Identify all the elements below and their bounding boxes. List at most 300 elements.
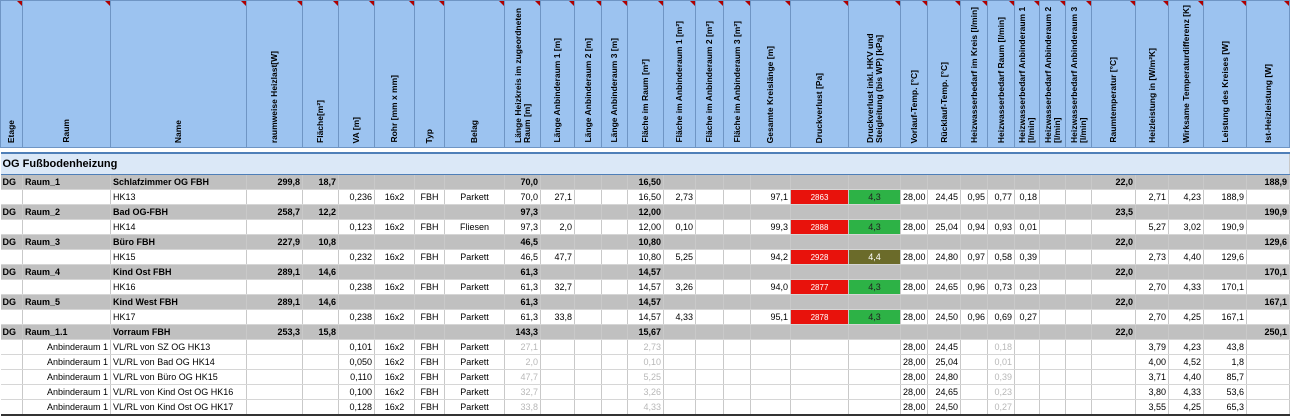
cell[interactable]: 3,55 [1136,400,1169,416]
cell[interactable]: 0,77 [988,190,1015,205]
cell[interactable]: 25,04 [928,355,961,370]
cell[interactable] [849,235,901,250]
cell[interactable] [375,235,415,250]
cell[interactable]: 258,7 [247,205,303,220]
cell[interactable]: 85,7 [1204,370,1247,385]
cell[interactable]: FBH [415,280,445,295]
cell[interactable]: 190,9 [1247,205,1290,220]
cell[interactable] [961,235,988,250]
cell[interactable] [1040,400,1066,416]
cell[interactable]: Raum_2 [23,205,111,220]
cell[interactable] [575,370,602,385]
cell[interactable]: Fliesen [445,220,505,235]
cell[interactable] [1,340,23,355]
cell[interactable]: 95,1 [751,310,791,325]
cell[interactable] [575,355,602,370]
cell[interactable] [1,310,23,325]
cell[interactable]: 0,18 [1015,190,1040,205]
cell[interactable] [303,310,339,325]
room-name[interactable]: Schlafzimmer OG FBH [111,175,247,190]
cell[interactable] [928,235,961,250]
cell[interactable] [575,325,602,340]
cell[interactable] [1015,340,1040,355]
cell[interactable] [696,325,724,340]
cell[interactable] [575,175,602,190]
pressure-status-cell[interactable]: 4,3 [849,310,901,325]
cell[interactable] [1040,250,1066,265]
cell[interactable] [901,265,928,280]
cell[interactable] [696,220,724,235]
cell[interactable]: 253,3 [247,325,303,340]
cell[interactable]: DG [1,205,23,220]
cell[interactable]: FBH [415,340,445,355]
cell[interactable]: 61,3 [505,310,541,325]
cell[interactable] [724,385,751,400]
column-header[interactable] [23,1,111,148]
cell[interactable] [339,205,375,220]
cell[interactable]: 14,57 [628,265,664,280]
cell[interactable]: 12,2 [303,205,339,220]
room-name[interactable]: Bad OG-FBH [111,205,247,220]
cell[interactable]: VL/RL von Büro OG HK15 [111,370,247,385]
cell[interactable] [303,340,339,355]
cell[interactable] [849,205,901,220]
cell[interactable] [696,250,724,265]
cell[interactable]: 5,25 [628,370,664,385]
cell[interactable] [1136,325,1169,340]
cell[interactable]: 65,3 [1204,400,1247,416]
cell[interactable]: 0,101 [339,340,375,355]
cell[interactable]: 0,01 [1015,220,1040,235]
cell[interactable] [415,235,445,250]
cell[interactable] [1204,265,1247,280]
cell[interactable] [575,400,602,416]
cell[interactable] [724,280,751,295]
cell[interactable] [1066,280,1092,295]
cell[interactable] [575,205,602,220]
cell[interactable]: FBH [415,310,445,325]
cell[interactable]: DG [1,175,23,190]
cell[interactable] [1040,265,1066,280]
cell[interactable]: 4,23 [1169,190,1204,205]
pressure-loss-cell[interactable]: 2863 [791,190,849,205]
cell[interactable]: 70,0 [505,175,541,190]
cell[interactable]: 27,1 [505,340,541,355]
cell[interactable] [1204,295,1247,310]
cell[interactable]: 12,00 [628,205,664,220]
cell[interactable] [849,325,901,340]
cell[interactable]: 2,0 [541,220,575,235]
cell[interactable] [696,265,724,280]
cell[interactable]: 61,3 [505,295,541,310]
cell[interactable] [1040,220,1066,235]
cell[interactable]: 14,57 [628,280,664,295]
cell[interactable] [791,235,849,250]
column-header[interactable] [724,1,751,148]
cell[interactable] [724,190,751,205]
cell[interactable] [1169,325,1204,340]
cell[interactable]: 4,25 [1169,310,1204,325]
cell[interactable]: VL/RL von Kind Ost OG HK17 [111,400,247,416]
column-header[interactable] [849,1,901,148]
cell[interactable]: Parkett [445,370,505,385]
cell[interactable] [1015,325,1040,340]
cell[interactable]: 28,00 [901,370,928,385]
cell[interactable]: 15,67 [628,325,664,340]
cell[interactable]: 16x2 [375,310,415,325]
cell[interactable]: 22,0 [1092,295,1136,310]
cell[interactable]: 10,80 [628,250,664,265]
circuit-name[interactable]: HK14 [111,220,247,235]
cell[interactable] [602,340,628,355]
cell[interactable]: 15,8 [303,325,339,340]
cell[interactable] [1015,205,1040,220]
cell[interactable] [1015,175,1040,190]
cell[interactable] [751,400,791,416]
cell[interactable] [1,370,23,385]
cell[interactable] [602,220,628,235]
cell[interactable] [791,175,849,190]
cell[interactable]: 28,00 [901,220,928,235]
cell[interactable] [791,385,849,400]
cell[interactable]: 24,65 [928,280,961,295]
cell[interactable] [1,220,23,235]
cell[interactable] [602,370,628,385]
cell[interactable] [445,265,505,280]
cell[interactable]: 0,123 [339,220,375,235]
cell[interactable] [445,205,505,220]
cell[interactable] [602,235,628,250]
cell[interactable] [1015,265,1040,280]
cell[interactable]: 5,25 [664,250,696,265]
cell[interactable]: 0,236 [339,190,375,205]
cell[interactable]: 0,96 [961,280,988,295]
cell[interactable] [724,400,751,416]
cell[interactable] [415,295,445,310]
cell[interactable] [961,400,988,416]
cell[interactable] [928,295,961,310]
cell[interactable]: Parkett [445,400,505,416]
cell[interactable] [602,310,628,325]
cell[interactable]: 3,26 [664,280,696,295]
cell[interactable] [724,295,751,310]
cell[interactable]: Anbinderaum 1 [23,355,111,370]
cell[interactable]: 188,9 [1204,190,1247,205]
cell[interactable] [23,190,111,205]
cell[interactable] [1247,400,1290,416]
circuit-name[interactable]: HK16 [111,280,247,295]
cell[interactable] [849,265,901,280]
cell[interactable] [1247,250,1290,265]
cell[interactable] [541,325,575,340]
cell[interactable]: 289,1 [247,295,303,310]
cell[interactable]: 2,0 [505,355,541,370]
cell[interactable] [1066,175,1092,190]
cell[interactable]: 4,33 [1169,385,1204,400]
cell[interactable] [724,310,751,325]
cell[interactable] [751,340,791,355]
cell[interactable] [1169,235,1204,250]
cell[interactable]: DG [1,295,23,310]
cell[interactable] [751,205,791,220]
cell[interactable] [445,295,505,310]
cell[interactable] [1136,295,1169,310]
column-header[interactable] [303,1,339,148]
cell[interactable] [1066,250,1092,265]
cell[interactable]: 0,69 [988,310,1015,325]
cell[interactable] [1204,205,1247,220]
cell[interactable]: 0,23 [988,385,1015,400]
column-header[interactable] [1092,1,1136,148]
cell[interactable] [988,265,1015,280]
cell[interactable] [1040,190,1066,205]
cell[interactable] [1040,340,1066,355]
cell[interactable] [901,205,928,220]
cell[interactable] [247,190,303,205]
cell[interactable] [23,310,111,325]
cell[interactable]: 28,00 [901,385,928,400]
column-header[interactable] [901,1,928,148]
column-header[interactable] [1247,1,1290,148]
cell[interactable]: 4,40 [1169,370,1204,385]
cell[interactable]: 46,5 [505,250,541,265]
cell[interactable]: 129,6 [1247,235,1290,250]
cell[interactable] [1,385,23,400]
cell[interactable] [1247,280,1290,295]
cell[interactable] [339,265,375,280]
cell[interactable]: 14,57 [628,295,664,310]
column-header[interactable] [1040,1,1066,148]
cell[interactable]: FBH [415,355,445,370]
cell[interactable] [724,235,751,250]
column-header[interactable] [505,1,541,148]
cell[interactable]: 10,8 [303,235,339,250]
cell[interactable]: 4,23 [1169,340,1204,355]
cell[interactable]: 0,238 [339,280,375,295]
cell[interactable]: Parkett [445,310,505,325]
cell[interactable]: 0,110 [339,370,375,385]
cell[interactable]: 61,3 [505,280,541,295]
cell[interactable] [849,385,901,400]
cell[interactable] [961,295,988,310]
cell[interactable]: FBH [415,385,445,400]
cell[interactable]: 0,73 [988,280,1015,295]
cell[interactable]: 32,7 [541,280,575,295]
cell[interactable]: 16x2 [375,280,415,295]
cell[interactable]: 12,00 [628,220,664,235]
cell[interactable] [415,265,445,280]
cell[interactable] [1066,265,1092,280]
cell[interactable] [602,355,628,370]
cell[interactable] [1066,340,1092,355]
circuit-name[interactable]: HK13 [111,190,247,205]
cell[interactable] [696,190,724,205]
circuit-name[interactable]: HK15 [111,250,247,265]
cell[interactable]: FBH [415,400,445,416]
cell[interactable]: 1,8 [1204,355,1247,370]
cell[interactable] [988,205,1015,220]
cell[interactable] [988,325,1015,340]
cell[interactable] [602,400,628,416]
cell[interactable]: 4,33 [628,400,664,416]
cell[interactable] [928,205,961,220]
cell[interactable]: Parkett [445,355,505,370]
cell[interactable] [575,340,602,355]
cell[interactable]: 16x2 [375,190,415,205]
cell[interactable] [901,295,928,310]
pressure-loss-cell[interactable]: 2878 [791,310,849,325]
cell[interactable]: 24,65 [928,385,961,400]
cell[interactable]: 24,50 [928,400,961,416]
cell[interactable]: 227,9 [247,235,303,250]
cell[interactable] [961,325,988,340]
cell[interactable]: 16x2 [375,220,415,235]
cell[interactable]: 0,39 [1015,250,1040,265]
cell[interactable] [1136,235,1169,250]
cell[interactable] [1015,370,1040,385]
cell[interactable] [751,325,791,340]
cell[interactable] [541,400,575,416]
cell[interactable] [1015,235,1040,250]
cell[interactable] [1204,325,1247,340]
column-header[interactable] [928,1,961,148]
cell[interactable] [696,340,724,355]
cell[interactable] [1015,385,1040,400]
cell[interactable] [724,205,751,220]
cell[interactable]: 28,00 [901,280,928,295]
cell[interactable] [696,295,724,310]
cell[interactable] [339,295,375,310]
cell[interactable] [1015,355,1040,370]
cell[interactable] [541,355,575,370]
cell[interactable] [1066,325,1092,340]
cell[interactable]: Parkett [445,385,505,400]
cell[interactable] [247,370,303,385]
cell[interactable]: 16x2 [375,250,415,265]
cell[interactable]: 3,79 [1136,340,1169,355]
cell[interactable]: 24,45 [928,340,961,355]
column-header[interactable] [751,1,791,148]
cell[interactable] [664,325,696,340]
cell[interactable] [1040,370,1066,385]
cell[interactable] [303,190,339,205]
cell[interactable] [724,250,751,265]
cell[interactable] [247,250,303,265]
cell[interactable]: 97,1 [751,190,791,205]
column-header[interactable] [1136,1,1169,148]
cell[interactable]: 0,27 [988,400,1015,416]
cell[interactable]: 22,0 [1092,175,1136,190]
cell[interactable]: 0,050 [339,355,375,370]
cell[interactable] [988,235,1015,250]
cell[interactable] [541,175,575,190]
cell[interactable]: 28,00 [901,355,928,370]
cell[interactable] [1040,205,1066,220]
cell[interactable] [696,310,724,325]
cell[interactable]: VL/RL von Kind Ost OG HK16 [111,385,247,400]
cell[interactable] [791,325,849,340]
circuit-name[interactable]: HK17 [111,310,247,325]
cell[interactable] [1247,310,1290,325]
cell[interactable] [1092,340,1136,355]
cell[interactable] [602,265,628,280]
cell[interactable]: 0,232 [339,250,375,265]
cell[interactable] [541,295,575,310]
cell[interactable] [1015,295,1040,310]
cell[interactable]: 22,0 [1092,235,1136,250]
cell[interactable]: 3,26 [628,385,664,400]
cell[interactable] [339,235,375,250]
pressure-loss-cell[interactable]: 2928 [791,250,849,265]
cell[interactable] [541,265,575,280]
cell[interactable] [696,400,724,416]
cell[interactable]: 16x2 [375,370,415,385]
cell[interactable] [791,340,849,355]
cell[interactable] [1040,295,1066,310]
cell[interactable] [1092,220,1136,235]
cell[interactable] [575,295,602,310]
cell[interactable]: 43,8 [1204,340,1247,355]
cell[interactable] [664,235,696,250]
cell[interactable]: 0,18 [988,340,1015,355]
cell[interactable] [1169,295,1204,310]
pressure-status-cell[interactable]: 4,4 [849,250,901,265]
column-header[interactable] [575,1,602,148]
cell[interactable] [445,175,505,190]
column-header[interactable] [445,1,505,148]
cell[interactable] [696,370,724,385]
cell[interactable] [602,280,628,295]
cell[interactable] [961,340,988,355]
cell[interactable] [303,400,339,416]
cell[interactable] [664,400,696,416]
cell[interactable]: 3,02 [1169,220,1204,235]
cell[interactable]: 2,70 [1136,310,1169,325]
cell[interactable] [1204,235,1247,250]
cell[interactable] [664,205,696,220]
cell[interactable]: 16x2 [375,340,415,355]
cell[interactable] [751,295,791,310]
cell[interactable]: 4,52 [1169,355,1204,370]
cell[interactable] [575,265,602,280]
cell[interactable] [1136,265,1169,280]
cell[interactable]: 94,0 [751,280,791,295]
cell[interactable]: Raum_3 [23,235,111,250]
cell[interactable] [1247,340,1290,355]
cell[interactable]: 99,3 [751,220,791,235]
cell[interactable]: 28,00 [901,250,928,265]
cell[interactable]: 2,71 [1136,190,1169,205]
cell[interactable]: VL/RL von SZ OG HK13 [111,340,247,355]
column-header[interactable] [602,1,628,148]
cell[interactable] [339,325,375,340]
cell[interactable] [541,370,575,385]
cell[interactable] [696,175,724,190]
cell[interactable] [1204,175,1247,190]
room-name[interactable]: Büro FBH [111,235,247,250]
cell[interactable]: 97,3 [505,220,541,235]
cell[interactable]: 0,23 [1015,280,1040,295]
cell[interactable] [849,355,901,370]
cell[interactable]: 28,00 [901,190,928,205]
cell[interactable] [901,175,928,190]
cell[interactable] [445,325,505,340]
cell[interactable] [1092,250,1136,265]
cell[interactable] [415,175,445,190]
cell[interactable]: VL/RL von Bad OG HK14 [111,355,247,370]
cell[interactable]: 0,95 [961,190,988,205]
cell[interactable]: 0,10 [628,355,664,370]
